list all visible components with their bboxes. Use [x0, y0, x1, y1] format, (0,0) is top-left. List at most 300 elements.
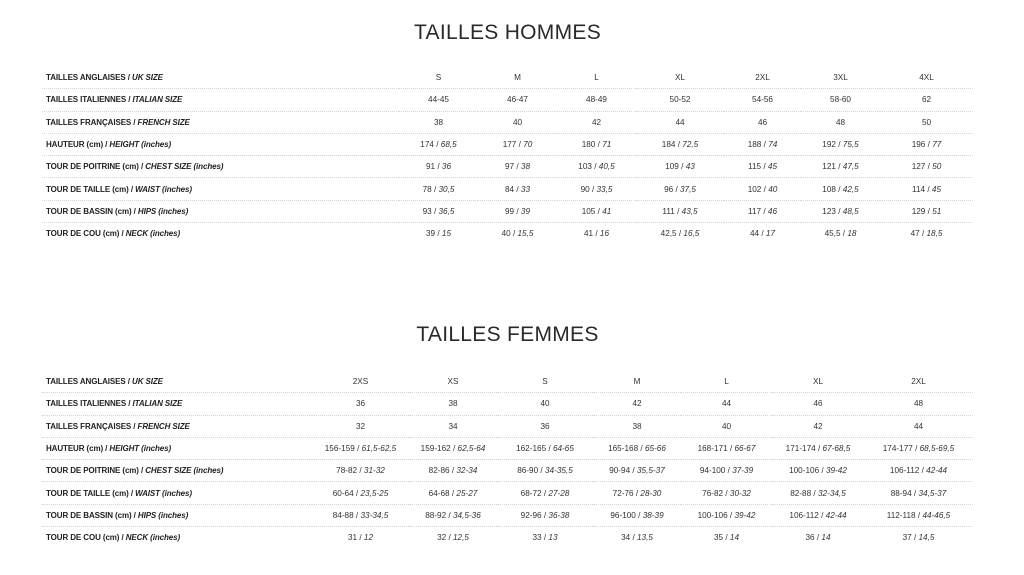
women-size-title: TAILLES FEMMES	[416, 323, 599, 346]
cell-value-inches: 35,5-37	[636, 466, 665, 476]
cell-value: 174 /	[420, 140, 441, 150]
row-label-en: NECK (inches)	[125, 229, 181, 239]
men-size-title: TAILLES HOMMES	[413, 21, 602, 44]
table-cell	[593, 437, 681, 459]
cell-value: 40	[540, 399, 550, 409]
table-cell	[312, 415, 409, 437]
cell-value-inches: 50	[932, 162, 942, 172]
table-row	[42, 437, 973, 459]
table-cell	[880, 223, 973, 245]
cell-value-inches: 38	[520, 162, 531, 172]
cell-value: 39 /	[425, 229, 442, 239]
cell-value: 37 /	[902, 533, 919, 543]
cell-value: 38	[448, 399, 458, 409]
cell-value: 2XS	[352, 377, 369, 387]
table-row	[42, 223, 973, 245]
cell-value: 48	[913, 399, 924, 409]
cell-value-inches: 33,5	[596, 184, 613, 194]
table-cell	[681, 527, 772, 549]
row-label-en: WAIST (inches)	[135, 488, 192, 498]
cell-value: 46	[757, 117, 768, 127]
row-label-en: HIPS (inches)	[137, 206, 189, 216]
cell-value-inches: 71	[602, 140, 612, 150]
cell-value-inches: 15	[441, 229, 452, 239]
table-cell	[801, 133, 880, 155]
cell-value-inches: 28-30	[640, 488, 662, 498]
table-cell	[312, 527, 409, 549]
table-cell	[478, 111, 557, 133]
table-cell	[409, 482, 497, 504]
cell-value: L	[594, 73, 599, 83]
cell-value: L	[724, 377, 729, 387]
row-label	[42, 371, 312, 393]
cell-value-inches: 42-44	[825, 510, 847, 520]
cell-value: 50	[921, 117, 932, 127]
cell-value: 90-94 /	[609, 466, 637, 476]
table-cell	[724, 111, 801, 133]
cell-value-inches: 17	[765, 229, 776, 239]
cell-value: 50-52	[669, 95, 691, 105]
cell-value-inches: 45	[767, 162, 777, 172]
cell-value: 78-82 /	[336, 466, 364, 476]
table-cell	[864, 504, 973, 526]
cell-value: 192 /	[822, 140, 843, 150]
row-label-en: UK SIZE	[132, 73, 163, 83]
cell-value: 127 /	[911, 162, 933, 172]
cell-value: 36	[540, 421, 550, 431]
cell-value-inches: 40	[768, 184, 778, 194]
cell-value: 34	[448, 421, 458, 431]
row-label-fr: TOUR DE COU (cm) /	[46, 533, 126, 543]
table-cell	[772, 393, 864, 415]
cell-value-inches: 18	[847, 229, 857, 239]
cell-value: 60-64 /	[332, 488, 361, 498]
row-label-fr: HAUTEUR (cm) /	[46, 140, 110, 150]
table-cell	[497, 393, 593, 415]
cell-value-inches: 12	[363, 533, 374, 543]
table-cell	[399, 223, 478, 245]
cell-value: 184 /	[661, 140, 683, 150]
table-cell	[636, 223, 724, 245]
cell-value: 180 /	[581, 140, 603, 150]
table-cell	[557, 200, 636, 222]
table-cell	[801, 156, 880, 178]
table-cell	[772, 371, 864, 393]
table-row	[42, 67, 973, 89]
row-label-fr: TOUR DE BASSIN (cm) /	[46, 510, 138, 520]
cell-value-inches: 14,5	[918, 533, 935, 543]
row-label-en: ITALIAN SIZE	[132, 399, 183, 409]
table-cell	[478, 178, 557, 200]
cell-value-inches: 30-32	[729, 488, 751, 498]
row-label	[42, 504, 312, 526]
cell-value-inches: 14	[729, 533, 740, 543]
cell-value: 121 /	[822, 162, 843, 172]
cell-value: 42	[813, 421, 823, 431]
table-cell	[557, 89, 636, 111]
cell-value: XL	[674, 73, 685, 83]
table-cell	[864, 371, 973, 393]
cell-value: 108 /	[822, 184, 843, 194]
cell-value: 42	[591, 117, 602, 127]
table-cell	[593, 504, 681, 526]
table-cell	[864, 437, 973, 459]
table-cell	[636, 67, 724, 89]
row-label-en: FRENCH SIZE	[137, 117, 190, 127]
table-cell	[399, 200, 478, 222]
cell-value-inches: 67-68,5	[822, 444, 851, 454]
cell-value: 48	[835, 117, 846, 127]
cell-value: 62	[921, 95, 932, 105]
row-label-en: UK SIZE	[132, 377, 163, 387]
cell-value: 86-90 /	[517, 466, 545, 476]
table-cell	[312, 437, 409, 459]
cell-value-inches: 68,5	[440, 140, 457, 150]
row-label-en: CHEST SIZE (inches)	[145, 466, 224, 476]
cell-value-inches: 43	[685, 162, 695, 172]
table-cell	[399, 178, 478, 200]
table-row	[42, 393, 973, 415]
cell-value: 159-162 /	[420, 444, 458, 454]
cell-value: 40	[512, 117, 523, 127]
cell-value: 44 /	[749, 229, 766, 239]
cell-value: 82-88 /	[790, 488, 818, 498]
cell-value-inches: 61,5-62,5	[361, 444, 397, 454]
table-cell	[880, 111, 973, 133]
table-cell	[593, 415, 681, 437]
table-row	[42, 133, 973, 155]
row-label-en: CHEST SIZE (inches)	[145, 162, 224, 172]
table-cell	[312, 393, 409, 415]
table-cell	[593, 371, 681, 393]
cell-value-inches: 70	[523, 140, 533, 150]
table-cell	[497, 527, 593, 549]
row-label-fr: TAILLES FRANÇAISES /	[46, 117, 138, 127]
table-cell	[864, 415, 973, 437]
cell-value: 114 /	[912, 184, 932, 194]
cell-value: 109 /	[665, 162, 686, 172]
table-cell	[478, 133, 557, 155]
cell-value-inches: 40,5	[598, 162, 615, 172]
table-row	[42, 156, 973, 178]
cell-value: 117 /	[748, 206, 768, 216]
row-label	[42, 178, 399, 200]
row-label	[42, 460, 312, 482]
cell-value-inches: 27-28	[548, 488, 570, 498]
cell-value-inches: 66-67	[734, 444, 756, 454]
cell-value: 47 /	[910, 229, 927, 239]
cell-value: 88-92 /	[425, 510, 453, 520]
cell-value-inches: 15,5	[517, 229, 534, 239]
cell-value: 41 /	[583, 229, 600, 239]
table-cell	[557, 67, 636, 89]
table-cell	[636, 156, 724, 178]
table-cell	[801, 223, 880, 245]
cell-value: 90 /	[580, 184, 597, 194]
table-cell	[724, 223, 801, 245]
cell-value-inches: 45	[931, 184, 941, 194]
table-cell	[409, 393, 497, 415]
cell-value-inches: 34-35,5	[544, 466, 573, 476]
cell-value-inches: 64-65	[552, 444, 574, 454]
row-label	[42, 393, 312, 415]
cell-value: 103 /	[578, 162, 599, 172]
cell-value-inches: 18,5	[926, 229, 943, 239]
cell-value: 32 /	[437, 533, 453, 543]
table-cell	[864, 482, 973, 504]
cell-value: XS	[447, 377, 459, 387]
table-cell	[636, 133, 724, 155]
cell-value-inches: 37,5	[680, 184, 696, 194]
table-cell	[681, 504, 772, 526]
row-label-en: WAIST (inches)	[135, 184, 192, 194]
cell-value: 96-100 /	[610, 510, 643, 520]
table-cell	[724, 156, 801, 178]
cell-value: 165-168 /	[608, 444, 645, 454]
table-cell	[864, 393, 973, 415]
cell-value: 44	[675, 117, 685, 127]
cell-value-inches: 36	[441, 162, 452, 172]
table-cell	[681, 460, 772, 482]
row-label-en: HIPS (inches)	[137, 510, 189, 520]
row-label	[42, 527, 312, 549]
cell-value-inches: 48,5	[842, 206, 859, 216]
row-label-fr: TOUR DE TAILLE (cm) /	[46, 184, 136, 194]
row-label-fr: TAILLES ITALIENNES /	[46, 399, 133, 409]
cell-value-inches: 72,5	[682, 140, 699, 150]
cell-value: 64-68 /	[428, 488, 457, 498]
cell-value: 174-177 /	[882, 444, 920, 454]
cell-value: 38	[632, 421, 642, 431]
row-label	[42, 67, 399, 89]
table-cell	[593, 527, 681, 549]
table-cell	[399, 156, 478, 178]
table-cell	[557, 133, 636, 155]
table-cell	[681, 371, 772, 393]
cell-value-inches: 75,5	[842, 140, 859, 150]
table-row	[42, 89, 973, 111]
table-cell	[557, 156, 636, 178]
cell-value-inches: 31-32	[363, 466, 385, 476]
row-label-fr: HAUTEUR (cm) /	[46, 444, 110, 454]
cell-value: 100-106 /	[697, 510, 735, 520]
cell-value: 54-56	[752, 95, 773, 105]
table-cell	[409, 371, 497, 393]
cell-value: 42	[632, 399, 642, 409]
table-cell	[772, 437, 864, 459]
row-label	[42, 111, 399, 133]
row-label	[42, 482, 312, 504]
table-cell	[478, 67, 557, 89]
cell-value: 35 /	[713, 533, 730, 543]
cell-value: 33 /	[532, 533, 549, 543]
cell-value: 45,5 /	[824, 229, 848, 239]
cell-value: 162-165 /	[516, 444, 553, 454]
cell-value: 68-72 /	[520, 488, 549, 498]
cell-value: M	[514, 73, 521, 83]
cell-value-inches: 37-39	[732, 466, 754, 476]
cell-value: 123 /	[822, 206, 843, 216]
row-label	[42, 133, 399, 155]
row-label	[42, 156, 399, 178]
table-cell	[681, 482, 772, 504]
table-cell	[724, 133, 801, 155]
row-label-fr: TOUR DE COU (cm) /	[46, 229, 126, 239]
cell-value: 40	[721, 421, 732, 431]
table-cell	[801, 178, 880, 200]
cell-value-inches: 16	[599, 229, 610, 239]
table-cell	[772, 460, 864, 482]
cell-value: 4XL	[919, 73, 934, 83]
table-row	[42, 111, 973, 133]
table-cell	[312, 482, 409, 504]
row-label-fr: TOUR DE TAILLE (cm) /	[46, 488, 136, 498]
table-cell	[557, 111, 636, 133]
row-label-en: ITALIAN SIZE	[132, 95, 183, 105]
cell-value: S	[435, 73, 442, 83]
table-cell	[409, 527, 497, 549]
cell-value-inches: 47,5	[842, 162, 859, 172]
cell-value: 93 /	[422, 206, 439, 216]
cell-value-inches: 32-34,5	[817, 488, 846, 498]
table-row	[42, 527, 973, 549]
table-cell	[801, 200, 880, 222]
table-cell	[409, 415, 497, 437]
cell-value: 58-60	[830, 95, 851, 105]
table-cell	[681, 437, 772, 459]
cell-value: 156-159 /	[324, 444, 362, 454]
row-label	[42, 200, 399, 222]
cell-value: 84-88 /	[332, 510, 361, 520]
row-label-fr: TAILLES ANGLAISES /	[46, 73, 133, 83]
row-label-en: NECK (inches)	[125, 533, 181, 543]
table-cell	[409, 504, 497, 526]
table-cell	[478, 200, 557, 222]
cell-value: 97 /	[504, 162, 521, 172]
cell-value: 2XL	[911, 377, 926, 387]
table-cell	[497, 504, 593, 526]
cell-value: 36 /	[805, 533, 822, 543]
cell-value-inches: 23,5-25	[360, 488, 389, 498]
row-label	[42, 89, 399, 111]
cell-value-inches: 34,5-36	[452, 510, 481, 520]
row-label	[42, 415, 312, 437]
table-cell	[409, 460, 497, 482]
table-cell	[880, 133, 973, 155]
cell-value-inches: 34,5-37	[918, 488, 947, 498]
row-label-fr: TOUR DE BASSIN (cm) /	[46, 206, 138, 216]
cell-value: 44	[721, 399, 732, 409]
table-row	[42, 371, 973, 393]
table-cell	[681, 415, 772, 437]
cell-value: 48-49	[586, 95, 607, 105]
table-cell	[636, 178, 724, 200]
cell-value-inches: 65-66	[644, 444, 666, 454]
cell-value-inches: 39	[520, 206, 531, 216]
table-row	[42, 482, 973, 504]
cell-value-inches: 62,5-64	[457, 444, 486, 454]
table-cell	[497, 437, 593, 459]
cell-value: 44	[913, 421, 924, 431]
table-cell	[801, 67, 880, 89]
cell-value-inches: 33	[520, 184, 531, 194]
table-row	[42, 415, 973, 437]
cell-value-inches: 13,5	[637, 533, 653, 543]
cell-value: 92-96 /	[520, 510, 549, 520]
cell-value-inches: 38-39	[642, 510, 664, 520]
table-cell	[497, 482, 593, 504]
cell-value-inches: 36,5	[438, 206, 455, 216]
cell-value-inches: 51	[932, 206, 942, 216]
table-row	[42, 200, 973, 222]
row-label-fr: TOUR DE POITRINE (cm) /	[46, 162, 146, 172]
table-cell	[636, 111, 724, 133]
table-cell	[681, 393, 772, 415]
table-row	[42, 178, 973, 200]
row-label-en: HEIGHT (inches)	[109, 444, 172, 454]
row-label	[42, 437, 312, 459]
table-cell	[409, 437, 497, 459]
table-cell	[772, 527, 864, 549]
table-cell	[801, 111, 880, 133]
cell-value-inches: 42-44	[926, 466, 948, 476]
cell-value: 34 /	[621, 533, 637, 543]
cell-value: 106-112 /	[789, 510, 826, 520]
row-label-fr: TAILLES ANGLAISES /	[46, 377, 133, 387]
table-cell	[636, 89, 724, 111]
men-size-table	[42, 67, 973, 244]
cell-value: 88-94 /	[890, 488, 919, 498]
table-cell	[724, 89, 801, 111]
cell-value-inches: 32-34	[456, 466, 478, 476]
cell-value: 171-174 /	[785, 444, 823, 454]
cell-value: 42,5 /	[660, 229, 684, 239]
cell-value: 102 /	[747, 184, 769, 194]
table-cell	[801, 89, 880, 111]
table-cell	[557, 223, 636, 245]
row-label-en: HEIGHT (inches)	[109, 140, 172, 150]
table-cell	[880, 156, 973, 178]
cell-value-inches: 46	[767, 206, 777, 216]
cell-value: 96 /	[664, 184, 680, 194]
cell-value: 32	[355, 421, 366, 431]
men-size-section	[42, 18, 973, 244]
cell-value-inches: 77	[932, 140, 942, 150]
cell-value-inches: 44-46,5	[922, 510, 951, 520]
cell-value-inches: 33-34,5	[360, 510, 389, 520]
cell-value-inches: 42,5	[842, 184, 859, 194]
cell-value-inches: 68,5-69,5	[919, 444, 955, 454]
cell-value: 91 /	[425, 162, 442, 172]
row-label-fr: TAILLES FRANÇAISES /	[46, 421, 138, 431]
cell-value: 82-86 /	[428, 466, 457, 476]
cell-value: 196 /	[911, 140, 933, 150]
cell-value: 78 /	[422, 184, 439, 194]
table-cell	[399, 67, 478, 89]
cell-value-inches: 36-38	[548, 510, 570, 520]
table-cell	[772, 504, 864, 526]
cell-value: 115 /	[748, 162, 768, 172]
cell-value: 40 /	[501, 229, 518, 239]
table-cell	[880, 178, 973, 200]
table-cell	[497, 460, 593, 482]
table-cell	[399, 111, 478, 133]
table-cell	[593, 393, 681, 415]
row-label-fr: TOUR DE POITRINE (cm) /	[46, 466, 146, 476]
cell-value-inches: 74	[768, 140, 778, 150]
table-cell	[880, 67, 973, 89]
cell-value-inches: 41	[602, 206, 612, 216]
